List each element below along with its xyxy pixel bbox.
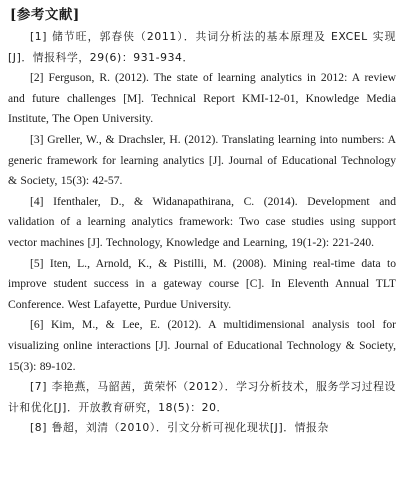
reference-item: [2] Ferguson, R. (2012). The state of learning analytics in 2012: A review and future challenges [M]. Technical Report KMI-12-01, Knowledge Media Institute, The Open University. bbox=[8, 71, 396, 126]
reference-item: [8] 鲁超，刘清（2010）．引文分析可视化现状[J]．情报杂 bbox=[30, 421, 329, 435]
references-heading: [参考文献] bbox=[10, 7, 80, 23]
reference-item: [7] 李艳燕，马韶茜，黄荣怀（2012）．学习分析技术，服务学习过程设计和优化[J]．开放教育研究，18(5)：20． bbox=[8, 380, 396, 414]
reference-item: [1] 储节旺，郭春侠（2011）．共词分析法的基本原理及 EXCEL 实现[J]．情报科学，29(6)：931-934． bbox=[8, 30, 396, 64]
reference-item: [4] Ifenthaler, D., & Widanapathirana, C. (2014). Development and validation of a learning analytics framework: Two case studies using support vector machines [J]. Technology, Knowledge and Learning, 19(1-2): 221-240. bbox=[8, 194, 396, 249]
reference-item: [5] Iten, L., Arnold, K., & Pistilli, M. (2008). Mining real-time data to improve student success in a gateway course [C]. In Eleventh Annual TLT Conference. West Lafayette, Purdue University. bbox=[8, 256, 396, 311]
reference-item: [3] Greller, W., & Drachsler, H. (2012). Translating learning into numbers: A generic framework for learning analytics [J]. Journal of Educational Technology & Society, 15(3): 42-57. bbox=[8, 132, 396, 188]
reference-item: [6] Kim, M., & Lee, E. (2012). A multidimensional analysis tool for visualizing online interactions [J]. Journal of Educational Technology & Society, 15(3): 89-102. bbox=[8, 318, 396, 373]
